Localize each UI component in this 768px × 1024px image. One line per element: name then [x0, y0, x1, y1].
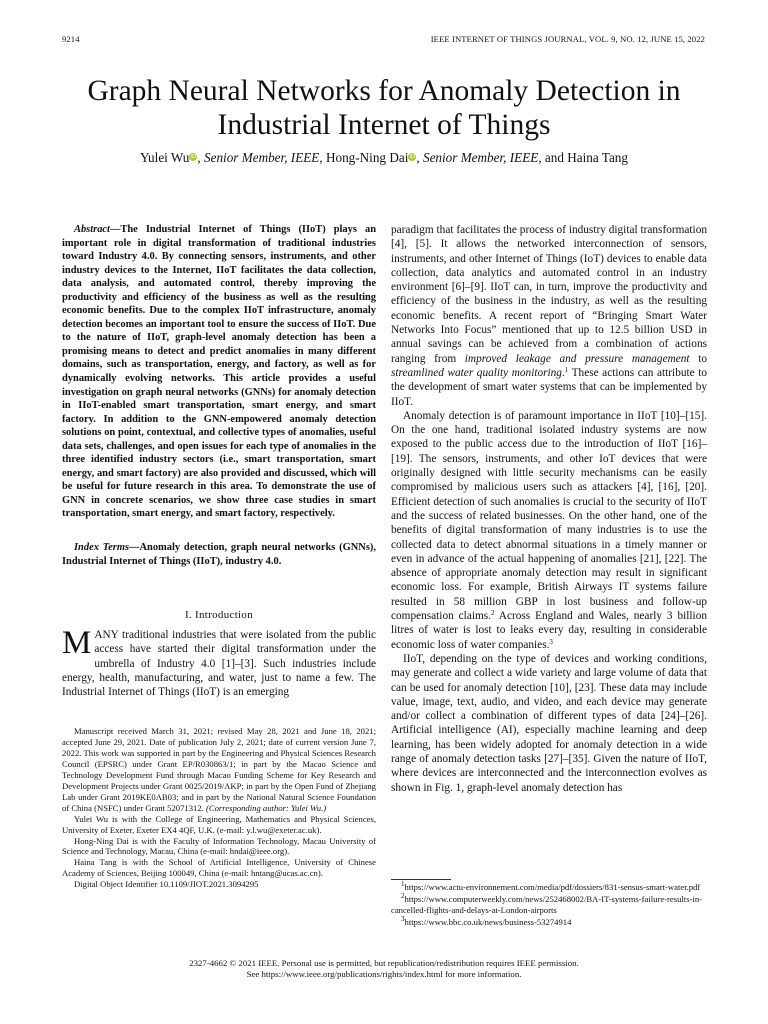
orcid-icon[interactable]: iD	[409, 154, 416, 160]
index-terms-text: Anomaly detection, graph neural networks (GNNs), Industrial Internet of Things (IIoT), industry 4.0.	[62, 542, 376, 567]
introduction-text	[62, 625, 376, 699]
body-paragraph: Anomaly detection is of paramount importance in IIoT [10]–[15]. On the one hand, traditional isolated industry systems are now exposed to the public access due to the introduction of IIoT [16]–[19]. The sensors, instruments, and other IoT devices that were originally designed with little security mechanisms can be easily compromised by malicious users such as attackers [4], [16], [20]. Efficient detection of such anomalies is crucial to the security of IIoT and the success of related businesses. On the other hand, one of the benefits of digital transformation of many industries is to use the collected data to detect abnormal situations in a timely manner or even in advance of the actual happening of anomalies [21], [22]. The absence of appropriate anomaly detection may result in significant economic loss. For example, British Airways IT systems failure resulted in 58 million GBP in lost business and follow-up compensation claims.$^2$ Across England and Wales, nearly 3 billion litres of water is lost to leaks every day, resulting in considerable economic loss of water companies.$^3$	[391, 409, 707, 651]
url-footnote: $^2$https://www.computerweekly.com/news/252468002/BA-IT-systems-failure-results-in-cancelled-flights-and-delays-at-London-airports	[391, 892, 703, 915]
index-terms-label: Index Terms	[74, 542, 130, 553]
author-3: Haina Tang	[567, 150, 628, 165]
index-terms: Index Terms—Anomaly detection, graph neural networks (GNNs), Industrial Internet of Things (IIoT), industry 4.0.	[62, 542, 376, 567]
url-footnote: $^1$https://www.actu-environnement.com/media/pdf/dossiers/831-sensus-smart-water.pdf	[401, 880, 701, 892]
footnote-affiliation-3: Haina Tang is with the School of Artificial Intelligence, University of Chinese Academy of Sciences, Beijing 100049, China (e-mail: hntang@ucas.ac.cn).	[62, 857, 376, 879]
journal-info: IEEE INTERNET OF THINGS JOURNAL, VOL. 9, NO. 12, JUNE 15, 2022	[430, 34, 705, 44]
body-paragraph: paradigm that facilitates the process of industry digital transformation [4], [5]. It allows the networked interconnection of sensors, instruments, and other Internet of Things (IoT) devices to enable data collection, data analytics and automated control in an industry environment [6]–[9]. IIoT can, in turn, improve the productivity and efficiency of the business in the industry, as well as the resulting economic benefits. A recent report of “Bringing Smart Water Networks Into Focus” mentioned that up to 12.5 billion USD in annual savings can be achieved from a combination of actions ranging from improved leakage and pressure management to streamlined water quality monitoring.$^1$ These actions can attribute to the development of smart water systems that can be implemented by IIoT.	[391, 224, 707, 408]
footnote-ref[interactable]: 1	[564, 365, 569, 374]
footnote-link[interactable]: https://www.actu-environnement.com/media/pdf/dossiers/831-sensus-smart-water.pdf	[404, 882, 701, 892]
copyright-line-1: 2327-4662 © 2021 IEEE. Personal use is permitted, but republication/redistribution requires IEEE permission.	[189, 958, 579, 968]
page-number: 9214	[62, 34, 80, 44]
author-2: Hong-Ning Dai	[325, 150, 409, 165]
intro-paragraph: ANY traditional industries that were isolated from the public access have started their digital transformation under the umbrella of Industry 4.0 [1]–[3]. Such industries include energy, health, manufacturing, and water, just to name a few. The Industrial Internet of Things (IIoT) is an emerging	[62, 629, 376, 699]
copyright-line-2: See https://www.ieee.org/publications/rights/index.html for more information.	[246, 969, 522, 979]
author-2-role: Senior Member, IEEE	[422, 150, 539, 165]
corresponding-author: (Corresponding author: Yulei Wu.)	[205, 802, 327, 813]
url-footnote: $^3$https://www.bbc.co.uk/news/business-53274914	[401, 915, 572, 927]
abstract-text: The Industrial Internet of Things (IIoT) plays an important role in digital transformation of traditional industries toward Industry 4.0. By connecting sensors, instruments, and other industry devices to the Internet, IIoT facilitates the data collection, data analysis, and automated control, thereby improving the productivity and efficiency of the business as well as the resulting economic benefits. Due to the complex IIoT infrastructure, anomaly detection becomes an important tool to ensure the success of IIoT. Due to the nature of IIoT, graph-level anomaly detection has been a promising means to detect and predict anomalies in many different domains, such as transportation, energy, and factory, as well as for dynamically evolving networks. This article provides a useful investigation on graph neural networks (GNNs) for anomaly detection in IIoT-enabled smart transportation, smart energy, and smart factory. In addition to the GNN-empowered anomaly detection solutions on point, contextual, and collective types of anomalies, useful data sets, challenges, and open issues for each type of anomalies in the three identified industry sectors (i.e., smart transportation, smart energy, and smart factory) are also provided and discussed, which will be useful for future research in this area. To demonstrate the use of GNN in concrete scenarios, we show three case studies in smart transportation, smart energy, and smart factory, respectively.	[62, 224, 376, 520]
body-paragraph: IIoT, depending on the type of devices and working conditions, may generate and collect a wide variety and large volume of data that can be used for anomaly detection [10], [23]. These data may include value, image, text, audio, and video, and each device may generate and/or collect a combination of different types of data [24]–[26]. Artificial intelligence (AI), especially machine learning and deep learning, has been widely adopted for anomaly detection in a wide range of anomaly detection tasks [27]–[35]. Given the nature of IIoT, where devices are interconnected and the interconnection evolves as shown in Fig. 1, graph-level anomaly detection has	[391, 652, 707, 794]
drop-cap: M	[62, 625, 92, 661]
author-1-role: Senior Member, IEEE	[204, 150, 320, 165]
orcid-icon[interactable]: iD	[190, 154, 197, 160]
url-footnotes	[391, 882, 707, 929]
footnote-ref[interactable]: 2	[490, 609, 495, 618]
abstract-label: Abstract	[74, 224, 110, 235]
paper-title	[30, 74, 738, 142]
section-heading-introduction: I. Introduction	[184, 609, 254, 621]
title-line-1: Graph Neural Networks for Anomaly Detection in	[87, 75, 681, 107]
author-list: Yulei WuiD, Senior Member, IEEE, Hong-Ning DaiiD, Senior Member, IEEE, and Haina Tang	[140, 150, 628, 165]
footnote-separator	[391, 879, 451, 880]
footnote-link[interactable]: https://www.computerweekly.com/news/252468002/BA-IT-systems-failure-results-in-cancelled-flights-and-delays-at-London-airports	[391, 894, 703, 915]
footnote-link[interactable]: https://www.bbc.co.uk/news/business-53274914	[404, 917, 572, 927]
footnote-affiliation-2: Hong-Ning Dai is with the Faculty of Information Technology, Macau University of Science and Technology, Macau, China (e-mail: hndai@ieee.org).	[62, 835, 376, 857]
abstract: Abstract—The Industrial Internet of Things (IIoT) plays an important role in digital transformation of traditional industries toward Industry 4.0. By connecting sensors, instruments, and other industry devices to the Internet, IIoT facilitates the data collection, data analysis, and automated control, thereby improving the productivity and efficiency of the business as well as the resulting economic benefits. Due to the complex IIoT infrastructure, anomaly detection becomes an important tool to ensure the success of IIoT. Due to the nature of IIoT, graph-level anomaly detection has been a promising means to detect and predict anomalies in many different domains, such as transportation, energy, and factory, as well as for dynamically evolving networks. This article provides a useful investigation on graph neural networks (GNNs) for anomaly detection in IIoT-enabled smart transportation, smart energy, and smart factory. In addition to the GNN-empowered anomaly detection solutions on point, contextual, and collective types of anomalies, useful data sets, challenges, and open issues for each type of anomalies in the three identified industry sectors (i.e., smart transportation, smart energy, and smart factory) are also provided and discussed, which will be useful for future research in this area. To demonstrate the use of GNN in concrete scenarios, we show three case studies in smart transportation, smart energy, and smart factory, respectively.	[62, 224, 376, 520]
title-line-2: Industrial Internet of Things	[217, 109, 551, 141]
footnote-affiliation-1: Yulei Wu is with the College of Engineering, Mathematics and Physical Sciences, University of Exeter, Exeter EX4 4QF, U.K. (e-mail: y.l.wu@exeter.ac.uk).	[62, 813, 376, 835]
copyright-notice	[40, 958, 728, 980]
manuscript-footnote	[62, 726, 376, 890]
footnote-ref[interactable]: 3	[549, 637, 553, 646]
author-1: Yulei Wu	[140, 150, 190, 165]
footnote-doi: Digital Object Identifier 10.1109/JIOT.2021.3094295	[74, 879, 259, 890]
right-column-body	[391, 223, 707, 795]
footnote-funding: Manuscript received March 31, 2021; revised May 28, 2021 and June 18, 2021; accepted June 29, 2021. Date of publication July 2, 2021; date of current version June 7, 2022. This work was supported in part by the Engineering and Physical Sciences Research Council (EPSRC) under Grant EP/R030863/1; in part by the Macao Science and Technology Development Fund through Macao Funding Scheme for Key Research and Development Projects under Grant 0025/2019/AKP; in part by the Open Fund of Zhejiang Lab under Grant 2019KE0AB03; and in part by the National Natural Science Foundation of China (NSFC) under Grant 52071312.	[62, 726, 376, 813]
